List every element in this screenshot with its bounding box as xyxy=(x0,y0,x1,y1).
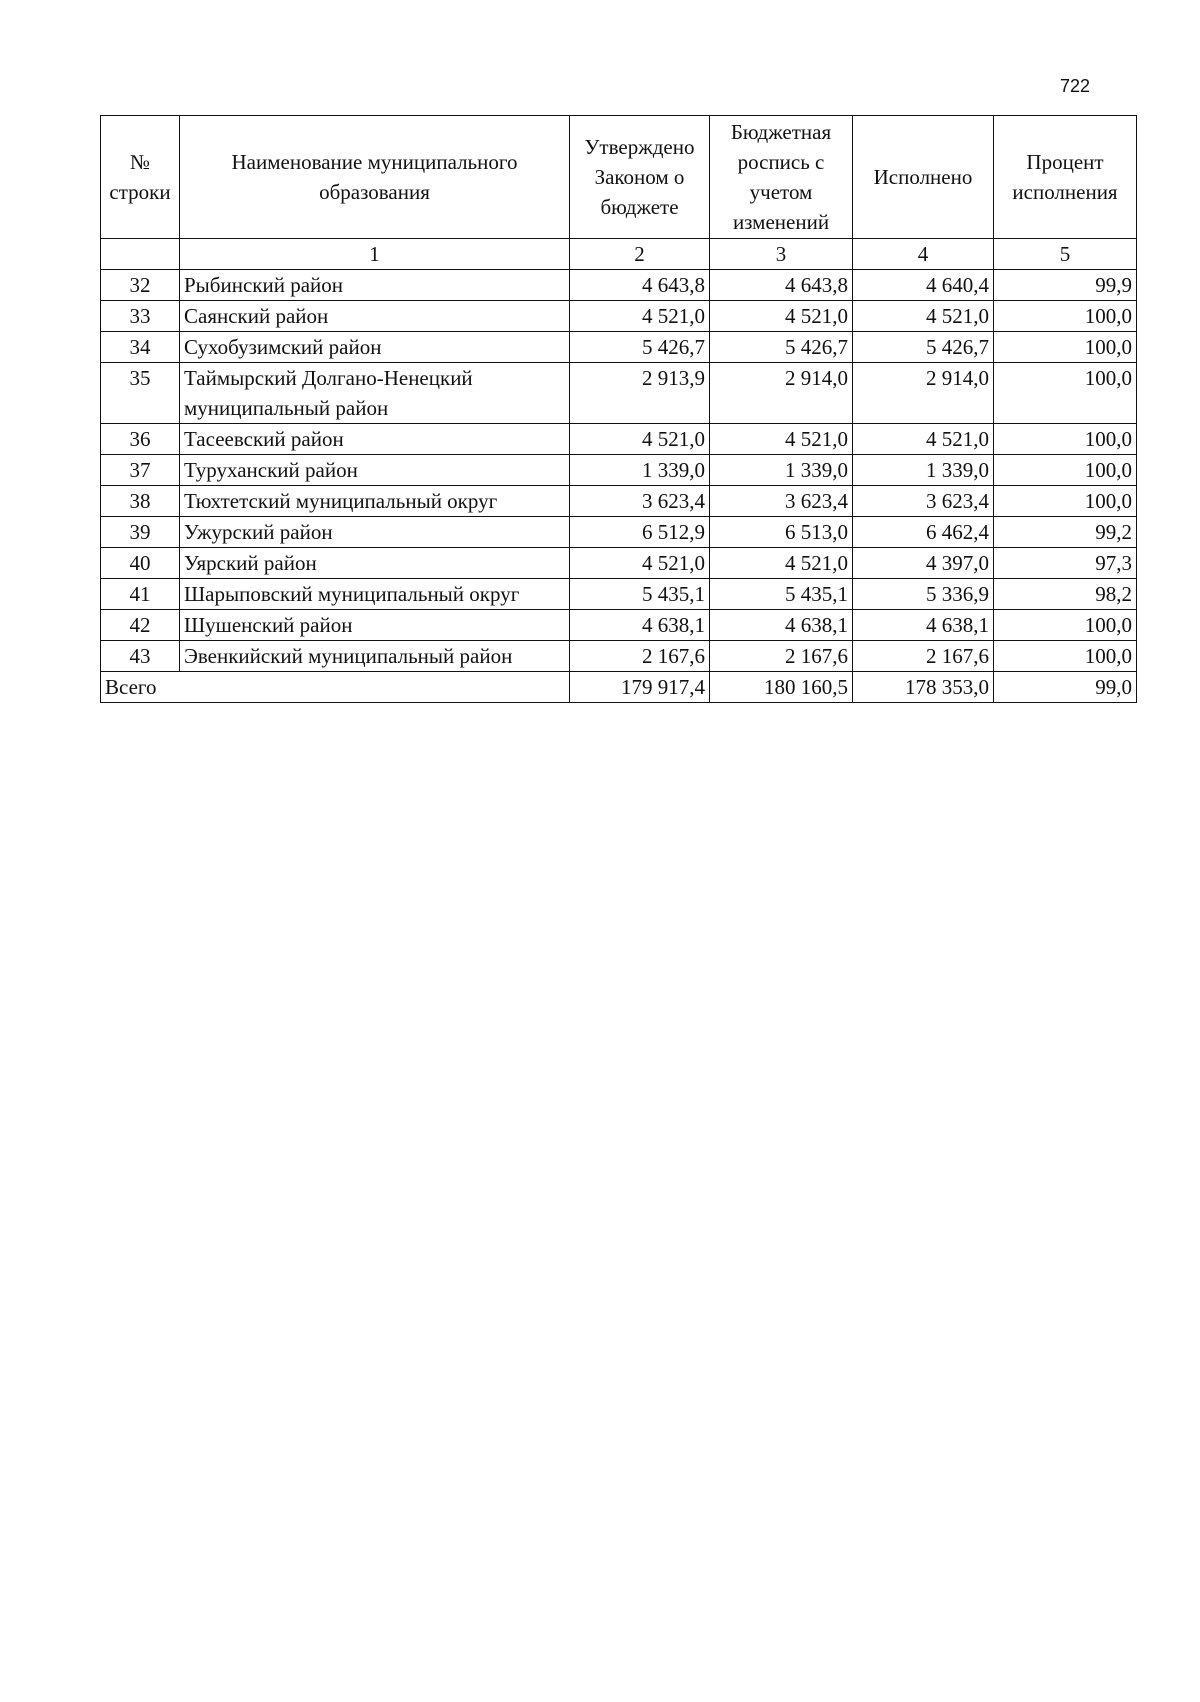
table-row xyxy=(101,332,1137,363)
header-budget-list: Бюджетная роспись с учетом изменений xyxy=(710,116,853,239)
total-budget: 180 160,5 xyxy=(710,672,853,703)
header-approved: Утверждено Законом о бюджете xyxy=(570,116,710,239)
municipality-name: Тасеевский район xyxy=(180,424,570,455)
municipality-name: Шушенский район xyxy=(180,610,570,641)
column-number: 5 xyxy=(994,239,1137,270)
executed-value: 1 339,0 xyxy=(853,455,994,486)
row-number: 37 xyxy=(101,455,180,486)
executed-value: 4 521,0 xyxy=(853,301,994,332)
header-executed: Исполнено xyxy=(853,116,994,239)
total-percent: 99,0 xyxy=(994,672,1137,703)
municipality-name: Рыбинский район xyxy=(180,270,570,301)
percent-value: 97,3 xyxy=(994,548,1137,579)
executed-value: 5 336,9 xyxy=(853,579,994,610)
row-number: 39 xyxy=(101,517,180,548)
executed-value: 6 462,4 xyxy=(853,517,994,548)
municipality-name: Ужурский район xyxy=(180,517,570,548)
row-number: 42 xyxy=(101,610,180,641)
table-row xyxy=(101,486,1137,517)
approved-value: 6 512,9 xyxy=(570,517,710,548)
budget-value: 4 638,1 xyxy=(710,610,853,641)
table-row xyxy=(101,641,1137,672)
executed-value: 3 623,4 xyxy=(853,486,994,517)
header-rownum: № строки xyxy=(101,116,180,239)
municipality-name: Уярский район xyxy=(180,548,570,579)
municipality-name: Саянский район xyxy=(180,301,570,332)
budget-value: 2 914,0 xyxy=(710,363,853,424)
approved-value: 4 521,0 xyxy=(570,548,710,579)
row-number: 40 xyxy=(101,548,180,579)
municipality-name: Тюхтетский муниципальный округ xyxy=(180,486,570,517)
municipality-name: Шарыповский муниципальный округ xyxy=(180,579,570,610)
row-number: 33 xyxy=(101,301,180,332)
percent-value: 99,9 xyxy=(994,270,1137,301)
executed-value: 2 167,6 xyxy=(853,641,994,672)
row-number: 35 xyxy=(101,363,180,424)
budget-value: 5 435,1 xyxy=(710,579,853,610)
budget-table xyxy=(100,115,1137,703)
budget-value: 4 643,8 xyxy=(710,270,853,301)
header-name: Наименование муниципального образования xyxy=(180,116,570,239)
executed-value: 4 640,4 xyxy=(853,270,994,301)
executed-value: 4 521,0 xyxy=(853,424,994,455)
column-number xyxy=(101,239,180,270)
column-number: 1 xyxy=(180,239,570,270)
approved-value: 2 913,9 xyxy=(570,363,710,424)
row-number: 38 xyxy=(101,486,180,517)
row-number: 43 xyxy=(101,641,180,672)
budget-value: 4 521,0 xyxy=(710,301,853,332)
municipality-name: Таймырский Долгано-Ненецкий муниципальный район xyxy=(180,363,570,424)
approved-value: 4 521,0 xyxy=(570,301,710,332)
percent-value: 99,2 xyxy=(994,517,1137,548)
percent-value: 100,0 xyxy=(994,486,1137,517)
total-label: Всего xyxy=(101,672,570,703)
total-approved: 179 917,4 xyxy=(570,672,710,703)
budget-value: 6 513,0 xyxy=(710,517,853,548)
budget-value: 5 426,7 xyxy=(710,332,853,363)
table-row xyxy=(101,517,1137,548)
percent-value: 100,0 xyxy=(994,455,1137,486)
column-number: 4 xyxy=(853,239,994,270)
municipality-name: Сухобузимский район xyxy=(180,332,570,363)
column-number-row xyxy=(101,239,1137,270)
executed-value: 4 638,1 xyxy=(853,610,994,641)
header-percent: Процент исполнения xyxy=(994,116,1137,239)
row-number: 36 xyxy=(101,424,180,455)
approved-value: 1 339,0 xyxy=(570,455,710,486)
table-row xyxy=(101,363,1137,424)
table-header-row xyxy=(101,116,1137,239)
approved-value: 4 643,8 xyxy=(570,270,710,301)
table-row xyxy=(101,548,1137,579)
approved-value: 3 623,4 xyxy=(570,486,710,517)
approved-value: 5 426,7 xyxy=(570,332,710,363)
table-row xyxy=(101,579,1137,610)
row-number: 34 xyxy=(101,332,180,363)
approved-value: 4 638,1 xyxy=(570,610,710,641)
budget-value: 4 521,0 xyxy=(710,548,853,579)
percent-value: 100,0 xyxy=(994,610,1137,641)
row-number: 41 xyxy=(101,579,180,610)
percent-value: 100,0 xyxy=(994,424,1137,455)
total-executed: 178 353,0 xyxy=(853,672,994,703)
executed-value: 4 397,0 xyxy=(853,548,994,579)
municipality-name: Туруханский район xyxy=(180,455,570,486)
table-row xyxy=(101,424,1137,455)
percent-value: 100,0 xyxy=(994,301,1137,332)
budget-value: 1 339,0 xyxy=(710,455,853,486)
table-row xyxy=(101,301,1137,332)
total-row xyxy=(101,672,1137,703)
column-number: 2 xyxy=(570,239,710,270)
percent-value: 100,0 xyxy=(994,332,1137,363)
row-number: 32 xyxy=(101,270,180,301)
executed-value: 5 426,7 xyxy=(853,332,994,363)
budget-value: 2 167,6 xyxy=(710,641,853,672)
approved-value: 2 167,6 xyxy=(570,641,710,672)
municipality-name: Эвенкийский муниципальный район xyxy=(180,641,570,672)
column-number: 3 xyxy=(710,239,853,270)
approved-value: 4 521,0 xyxy=(570,424,710,455)
table-row xyxy=(101,610,1137,641)
budget-value: 4 521,0 xyxy=(710,424,853,455)
percent-value: 100,0 xyxy=(994,641,1137,672)
approved-value: 5 435,1 xyxy=(570,579,710,610)
percent-value: 100,0 xyxy=(994,363,1137,424)
percent-value: 98,2 xyxy=(994,579,1137,610)
budget-value: 3 623,4 xyxy=(710,486,853,517)
executed-value: 2 914,0 xyxy=(853,363,994,424)
table-row xyxy=(101,270,1137,301)
table-row xyxy=(101,455,1137,486)
page-number: 722 xyxy=(1059,76,1090,96)
